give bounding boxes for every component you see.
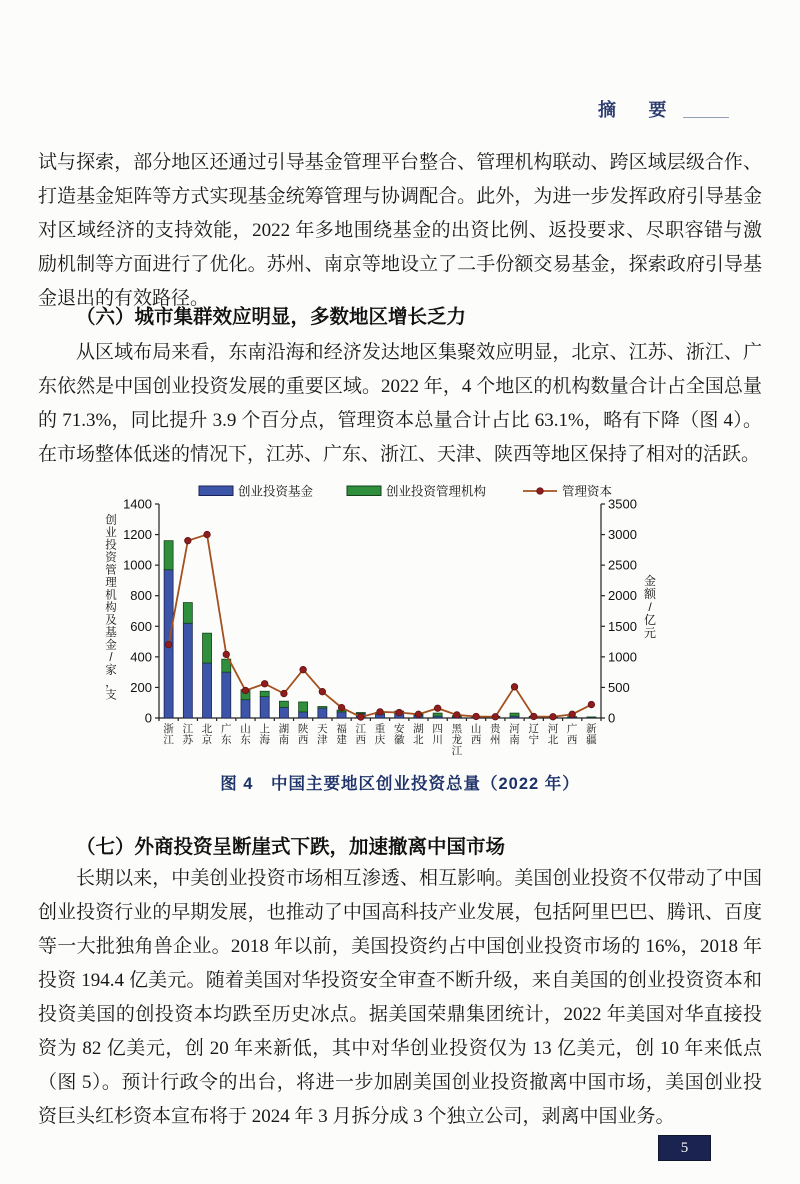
page-number-badge bbox=[658, 1135, 711, 1161]
capital-line-marker bbox=[588, 701, 595, 708]
bar-segment bbox=[510, 713, 519, 716]
x-axis-label: 广西 bbox=[566, 723, 578, 746]
paragraph-guidance-funds: 试与探索，部分地区还通过引导基金管理平台整合、管理机构联动、跨区域层级合作、打造基金矩阵等方式实现基金统筹管理与协调配合。此外，为进一步发挥政府引导基金对区域经济的支持效能，2022 年多地围绕基金的出资比例、返投要求、尽职容错与激励机制等方面进行了优化。苏州、南京等地设立了二手份额交易基金，探索政府引导基金退出的有效路径。 bbox=[38, 152, 762, 309]
header-title: 摘 要 bbox=[598, 100, 681, 120]
bar-segment bbox=[164, 541, 173, 570]
capital-line-marker bbox=[319, 688, 326, 695]
x-axis-label: 河南 bbox=[509, 723, 520, 746]
capital-line-marker bbox=[204, 531, 211, 538]
x-axis-label: 江苏 bbox=[182, 723, 194, 746]
bar-segment bbox=[279, 701, 288, 707]
capital-line-marker bbox=[223, 651, 230, 658]
capital-line-marker bbox=[281, 690, 288, 697]
left-axis-title: 创业投资管理机构及基金/家，支 bbox=[105, 514, 117, 702]
capital-line-marker bbox=[377, 709, 384, 716]
capital-line-marker bbox=[454, 712, 461, 719]
bar-segment bbox=[318, 708, 327, 718]
bar-segment bbox=[433, 713, 442, 716]
paragraph-foreign-investment: 长期以来，中美创业投资市场相互渗透、相互影响。美国创业投资不仅带动了中国创业投资行业的早期发展，也推动了中国高科技产业发展，包括阿里巴巴、腾讯、百度等一大批独角兽企业。2018 年以前，美国投资约占中国创业投资市场的 16%，2018 年投资 194.4 亿美元。随着美国对华投资安全审查不断升级，来自美国的创业投资资本和投资美国的创投资本均跌至历史冰点。据美国荣鼎集团统计，2022 年美国对华直接投资为 82 亿美元，创 20 年来新低，其中对华创业投资仅为 13 亿美元，创 10 年来低点（图 5）。预计行政令的出台，将进一步加剧美国创业投资撤离中国市场，美国创业投资巨头红杉资本宣布将于 2024 年 3 月拆分成 3 个独立公司，剥离中国业务。 bbox=[38, 868, 762, 1127]
bar-segment bbox=[279, 707, 288, 718]
x-axis-label: 北京 bbox=[201, 723, 213, 746]
capital-line-marker bbox=[242, 687, 249, 694]
header-underline bbox=[683, 117, 729, 118]
x-axis-label: 贵州 bbox=[490, 723, 501, 746]
x-axis-label: 湖北 bbox=[413, 723, 424, 746]
bar-segment bbox=[260, 697, 269, 718]
bar-segment bbox=[203, 663, 212, 718]
page-number: 5 bbox=[680, 1139, 689, 1156]
x-axis-label: 辽宁 bbox=[528, 723, 539, 746]
bar-segment bbox=[587, 717, 596, 718]
legend-label: 创业投资管理机构 bbox=[386, 484, 487, 499]
capital-line-marker bbox=[415, 711, 422, 718]
x-axis-label: 江西 bbox=[355, 723, 367, 746]
capital-line-marker bbox=[473, 713, 480, 720]
right-axis-tick: 0 bbox=[608, 710, 616, 726]
x-axis-label: 陕西 bbox=[297, 723, 309, 746]
right-axis-tick: 500 bbox=[608, 679, 630, 695]
bar-segment bbox=[241, 700, 250, 718]
x-axis-label: 河北 bbox=[547, 723, 559, 746]
x-axis-label: 山西 bbox=[470, 723, 482, 746]
x-axis-label: 安徽 bbox=[393, 723, 405, 746]
bar-segment bbox=[222, 672, 231, 718]
right-axis-tick: 3500 bbox=[608, 496, 637, 512]
figure-4-svg bbox=[95, 478, 715, 770]
left-axis-tick: 1400 bbox=[123, 496, 152, 512]
left-axis-tick: 200 bbox=[130, 679, 152, 695]
capital-line-marker bbox=[492, 713, 499, 720]
bar-segment bbox=[356, 712, 365, 713]
capital-line bbox=[169, 535, 592, 718]
right-axis-tick: 3000 bbox=[608, 527, 637, 543]
bar-segment bbox=[203, 633, 212, 663]
legend-label: 创业投资基金 bbox=[238, 484, 314, 499]
capital-line-marker bbox=[300, 666, 307, 673]
right-axis-tick: 2000 bbox=[608, 588, 637, 604]
x-axis-label: 四川 bbox=[432, 723, 443, 746]
capital-line-marker bbox=[165, 641, 172, 648]
x-axis-label: 黑龙江 bbox=[451, 723, 463, 757]
bar-segment bbox=[299, 712, 308, 718]
right-axis-tick: 1000 bbox=[608, 649, 637, 665]
bar-segment bbox=[337, 712, 346, 718]
figure-4-caption: 图 4 中国主要地区创业投资总量（2022 年） bbox=[220, 775, 580, 793]
x-axis-label: 福建 bbox=[336, 723, 347, 746]
x-axis-label: 广东 bbox=[221, 723, 232, 746]
bar-segment bbox=[183, 603, 192, 624]
page-header bbox=[598, 96, 729, 122]
section-heading-6: （六）城市集群效应明显，多数地区增长乏力 bbox=[76, 306, 467, 328]
paragraph-regional-clusters: 从区域布局来看，东南沿海和经济发达地区集聚效应明显，北京、江苏、浙江、广东依然是中国创业投资发展的重要区域。2022 年，4 个地区的机构数量合计占全国总量的 71.3%，同比提升 3.9 个百分点，管理资本总量合计占比 63.1%，略有下降（图 4）。在市场整体低迷的情况下，江苏、广东、浙江、天津、陕西等地区保持了相对的活跃。 bbox=[38, 342, 762, 465]
capital-line-marker bbox=[511, 684, 518, 691]
x-axis-label: 天津 bbox=[317, 723, 328, 746]
figure-4-chart bbox=[95, 478, 715, 770]
legend-marker bbox=[537, 488, 544, 495]
capital-line-marker bbox=[530, 713, 537, 720]
capital-line-marker bbox=[338, 704, 345, 711]
x-axis-label: 重庆 bbox=[374, 723, 386, 746]
section-heading-7: （七）外商投资呈断崖式下跌，加速撤离中国市场 bbox=[76, 836, 506, 858]
bar-segment bbox=[299, 702, 308, 712]
left-axis-tick: 400 bbox=[130, 649, 152, 665]
x-axis-label: 山东 bbox=[240, 723, 251, 746]
bar-segment bbox=[260, 691, 269, 696]
x-axis-label: 湖南 bbox=[278, 723, 290, 746]
x-axis-label: 新疆 bbox=[586, 723, 597, 746]
legend-label: 管理资本 bbox=[562, 484, 613, 499]
right-axis-tick: 1500 bbox=[608, 618, 637, 634]
right-axis-title: 金额/亿元 bbox=[643, 574, 657, 640]
capital-line-marker bbox=[357, 714, 364, 721]
left-axis-tick: 1200 bbox=[123, 527, 152, 543]
left-axis-tick: 800 bbox=[130, 588, 152, 604]
bar-segment bbox=[183, 623, 192, 718]
bar-segment bbox=[318, 707, 327, 709]
right-axis-tick: 2500 bbox=[608, 557, 637, 573]
legend-swatch bbox=[347, 486, 381, 496]
capital-line-marker bbox=[396, 709, 403, 716]
x-axis-label: 上海 bbox=[259, 723, 270, 746]
left-axis-tick: 1000 bbox=[123, 557, 152, 573]
left-axis-tick: 600 bbox=[130, 618, 152, 634]
capital-line-marker bbox=[569, 711, 576, 718]
capital-line-marker bbox=[261, 680, 268, 687]
legend-swatch bbox=[199, 486, 233, 496]
capital-line-marker bbox=[434, 705, 441, 712]
capital-line-marker bbox=[185, 537, 192, 544]
left-axis-tick: 0 bbox=[144, 710, 152, 726]
x-axis-label: 浙江 bbox=[163, 723, 174, 746]
capital-line-marker bbox=[550, 713, 557, 720]
